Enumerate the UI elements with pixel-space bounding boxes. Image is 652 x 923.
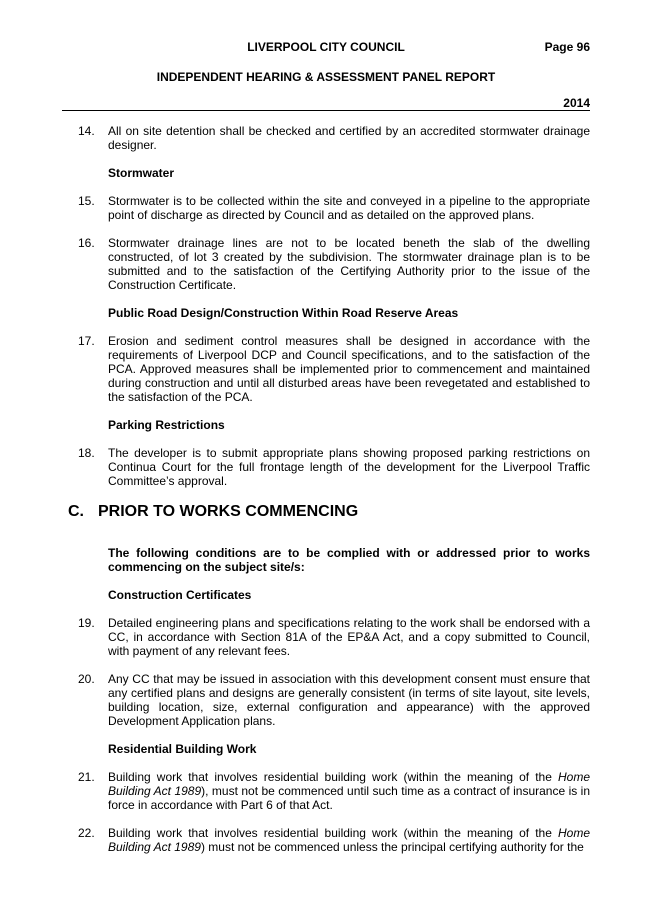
condition-number: 21. xyxy=(78,770,95,784)
subheading-parking: Parking Restrictions xyxy=(108,418,225,432)
condition-20 xyxy=(78,672,590,728)
condition-text: Any CC that may be issued in association with this development consent must ensure that any certified plans and designs are generally consistent (in terms of site layout, site levels, building location, size, external configuration and appearance) with the approved Development Application plans. xyxy=(108,672,590,728)
condition-number: 18. xyxy=(78,446,95,460)
section-heading-c xyxy=(68,502,590,522)
condition-number: 22. xyxy=(78,826,95,840)
header-year: 2014 xyxy=(563,96,590,110)
text-part: ), must not be commenced until such time as a contract of insurance is in force in accordance with Part 6 of that Act. xyxy=(108,784,591,812)
condition-15 xyxy=(78,194,590,222)
subheading-residential-building-work: Residential Building Work xyxy=(108,742,257,756)
act-name: Home Building Act 1989 xyxy=(108,826,590,854)
condition-text: Stormwater is to be collected within the site and conveyed in a pipeline to the appropriate point of discharge as directed by Council and as detailed on the approved plans. xyxy=(108,194,590,222)
condition-19 xyxy=(78,616,590,658)
section-intro: The following conditions are to be complied with or addressed prior to works commencing on the subject site/s: xyxy=(108,546,590,574)
condition-number: 14. xyxy=(78,124,95,138)
text-part: Building work that involves residential building work (within the meaning of the xyxy=(108,770,558,784)
condition-text xyxy=(108,826,590,854)
condition-text: Stormwater drainage lines are not to be located beneth the slab of the dwelling constructed, of lot 3 created by the subdivision. The stormwater drainage plan is to be submitted and to the satisfaction of the Certifying Authority prior to the issue of the Construction Certificate. xyxy=(108,236,590,292)
condition-21 xyxy=(78,770,590,812)
condition-text: All on site detention shall be checked and certified by an accredited stormwater drainage designer. xyxy=(108,124,590,152)
condition-16 xyxy=(78,236,590,292)
subheading-construction-certificates: Construction Certificates xyxy=(108,588,252,602)
condition-17 xyxy=(78,334,590,404)
condition-number: 16. xyxy=(78,236,95,250)
document-body xyxy=(68,124,591,854)
condition-number: 15. xyxy=(78,194,95,208)
condition-number: 17. xyxy=(78,334,95,348)
text-part: Building work that involves residential building work (within the meaning of the xyxy=(108,826,558,840)
act-name: Home Building Act 1989 xyxy=(108,770,590,798)
section-letter: C. xyxy=(68,503,84,520)
condition-14 xyxy=(78,124,590,152)
header-report-title: INDEPENDENT HEARING & ASSESSMENT PANEL REPORT xyxy=(156,70,496,84)
subheading-public-road: Public Road Design/Construction Within Road Reserve Areas xyxy=(108,306,459,320)
header-council: LIVERPOOL CITY COUNCIL xyxy=(247,40,405,54)
condition-text: Erosion and sediment control measures shall be designed in accordance with the requirements of Liverpool DCP and Council specifications, and to the satisfaction of the PCA. Approved measures shall be implemented prior to commencement and maintained during construction and until all disturbed areas have been revegetated and established to the satisfaction of the PCA. xyxy=(108,334,590,404)
condition-number: 19. xyxy=(78,616,95,630)
condition-22 xyxy=(78,826,590,854)
header-page-number: Page 96 xyxy=(544,40,590,54)
subheading-stormwater: Stormwater xyxy=(108,166,175,180)
condition-18 xyxy=(78,446,590,488)
condition-text: Detailed engineering plans and specifications relating to the work shall be endorsed with a CC, in accordance with Section 81A of the EP&A Act, and a copy submitted to Council, with payment of any relevant fees. xyxy=(108,616,590,658)
condition-text: The developer is to submit appropriate plans showing proposed parking restrictions on Continua Court for the full frontage length of the development for the Liverpool Traffic Committee’s approval. xyxy=(108,446,590,488)
condition-text xyxy=(108,770,590,812)
condition-number: 20. xyxy=(78,672,95,686)
section-title: PRIOR TO WORKS COMMENCING xyxy=(98,503,359,520)
header-rule xyxy=(62,110,590,111)
text-part: ) must not be commenced unless the principal certifying authority for the xyxy=(200,840,584,854)
